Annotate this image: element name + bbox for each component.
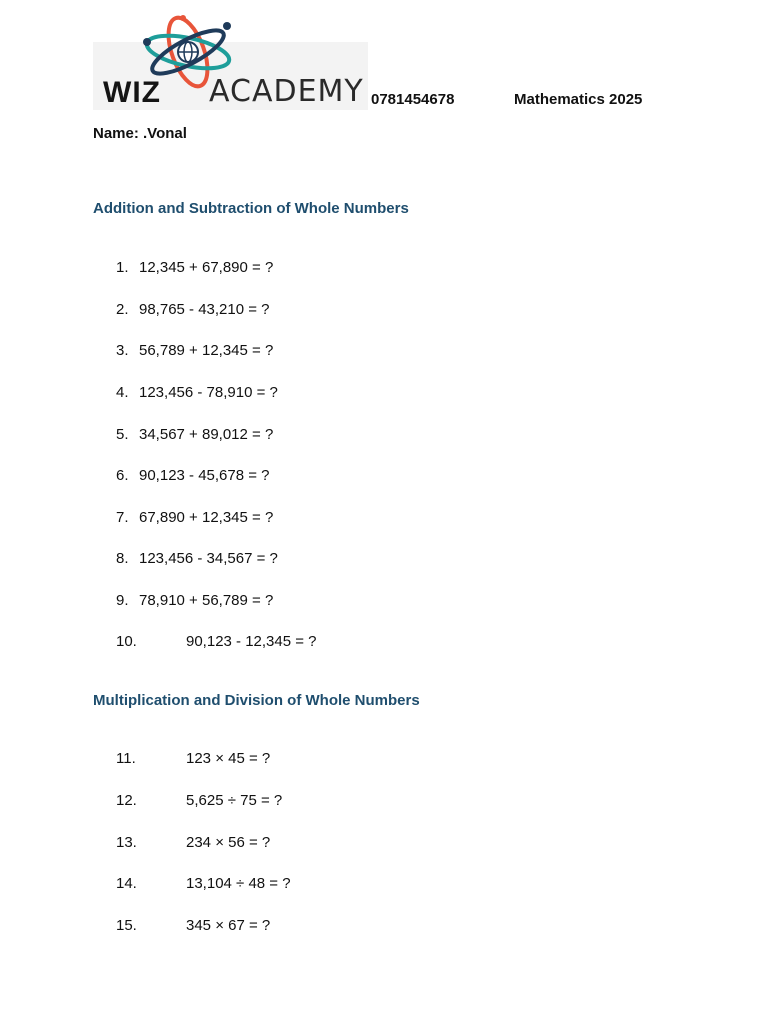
wiz-academy-logo	[93, 12, 368, 110]
question-expression: 90,123 - 45,678 = ?	[139, 467, 270, 484]
question-expression: 5,625 ÷ 75 = ?	[186, 792, 283, 809]
question-number: 6.	[116, 467, 129, 484]
question-expression: 90,123 - 12,345 = ?	[186, 633, 317, 650]
question-number: 12.	[116, 792, 137, 809]
logo-academy-text: ACADEMY	[209, 74, 364, 109]
question-expression: 56,789 + 12,345 = ?	[139, 342, 274, 359]
question-number: 15.	[116, 917, 137, 934]
question-expression: 345 × 67 = ?	[186, 917, 271, 934]
subject-title: Mathematics 2025	[514, 91, 643, 108]
question-number: 11.	[116, 750, 136, 767]
question-expression: 67,890 + 12,345 = ?	[139, 509, 274, 526]
question-number: 5.	[116, 426, 129, 443]
question-expression: 234 × 56 = ?	[186, 834, 271, 851]
logo-wiz-text: WIZ	[103, 76, 161, 109]
question-number: 13.	[116, 834, 137, 851]
question-expression: 12,345 + 67,890 = ?	[139, 259, 274, 276]
question-expression: 123 × 45 = ?	[186, 750, 271, 767]
question-expression: 123,456 - 34,567 = ?	[139, 550, 278, 567]
student-name: Name: .Vonal	[93, 125, 187, 142]
section-heading-addition-subtraction: Addition and Subtraction of Whole Numbers	[93, 200, 409, 217]
question-number: 8.	[116, 550, 129, 567]
question-expression: 34,567 + 89,012 = ?	[139, 426, 274, 443]
question-number: 4.	[116, 384, 129, 401]
question-number: 7.	[116, 509, 129, 526]
question-number: 14.	[116, 875, 137, 892]
phone-number: 0781454678	[371, 91, 455, 108]
question-number: 9.	[116, 592, 129, 609]
question-number: 2.	[116, 301, 129, 318]
question-number: 1.	[116, 259, 129, 276]
section-heading-multiplication-division: Multiplication and Division of Whole Numbers	[93, 692, 420, 709]
question-expression: 78,910 + 56,789 = ?	[139, 592, 274, 609]
question-number: 10.	[116, 633, 137, 650]
question-expression: 13,104 ÷ 48 = ?	[186, 875, 291, 892]
question-expression: 123,456 - 78,910 = ?	[139, 384, 278, 401]
question-number: 3.	[116, 342, 129, 359]
question-expression: 98,765 - 43,210 = ?	[139, 301, 270, 318]
